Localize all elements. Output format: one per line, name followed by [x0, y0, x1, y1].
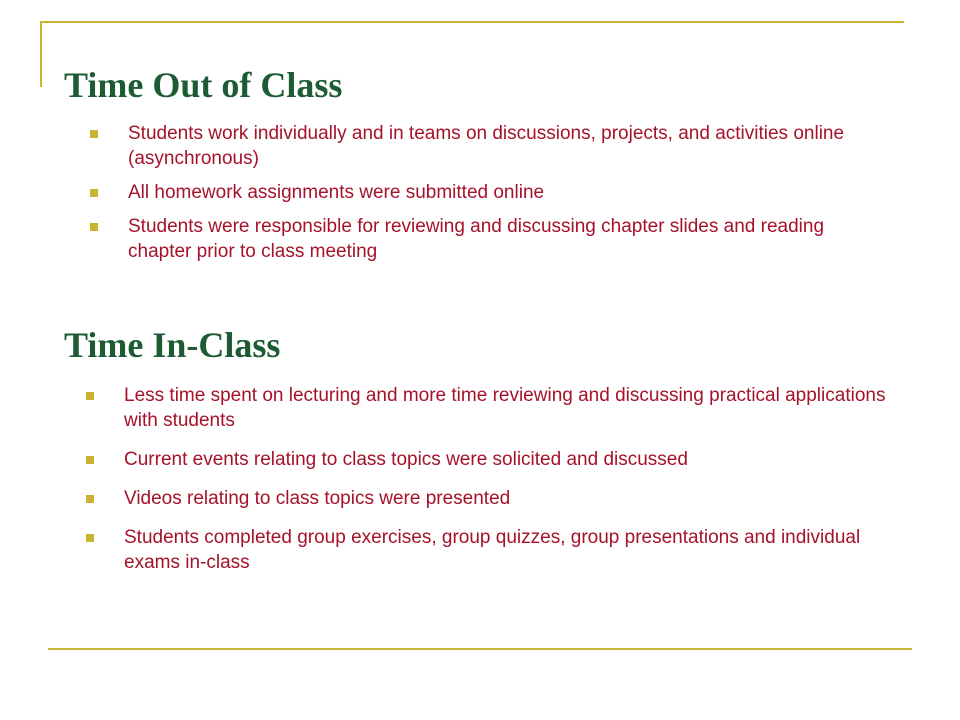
- list-item: [86, 383, 886, 433]
- bullet-text: All homework assignments were submitted online: [128, 182, 545, 203]
- bullet-text: Students work individually and in teams on discussions, projects, and activities online (asynchronous): [128, 123, 845, 169]
- square-bullet-icon: [90, 189, 98, 197]
- list-item: [86, 525, 886, 575]
- square-bullet-icon: [86, 495, 94, 503]
- list-item: [90, 180, 880, 205]
- bullet-text: Students completed group exercises, group quizzes, group presentations and individual exams in-class: [124, 527, 861, 573]
- bullet-text: Students were responsible for reviewing and discussing chapter slides and reading chapter prior to class meeting: [128, 216, 825, 262]
- square-bullet-icon: [90, 223, 98, 231]
- bullet-list-time-out-of-class: [90, 121, 880, 264]
- list-item: [90, 121, 880, 171]
- section-title-time-in-class: Time In-Class: [64, 325, 281, 365]
- left-accent-rule: [40, 21, 42, 87]
- bullet-text: Less time spent on lecturing and more time reviewing and discussing practical applications with students: [124, 385, 886, 431]
- bullet-text: Current events relating to class topics were solicited and discussed: [124, 449, 688, 470]
- list-item: [86, 447, 886, 472]
- square-bullet-icon: [86, 392, 94, 400]
- bottom-accent-rule: [48, 648, 912, 650]
- bullet-text: Videos relating to class topics were presented: [124, 488, 511, 509]
- square-bullet-icon: [86, 534, 94, 542]
- bullet-list-time-in-class: [86, 383, 886, 575]
- list-item: [86, 486, 886, 511]
- section-title-time-out-of-class: Time Out of Class: [64, 65, 343, 105]
- square-bullet-icon: [86, 456, 94, 464]
- square-bullet-icon: [90, 130, 98, 138]
- top-accent-rule: [40, 21, 904, 23]
- list-item: [90, 214, 880, 264]
